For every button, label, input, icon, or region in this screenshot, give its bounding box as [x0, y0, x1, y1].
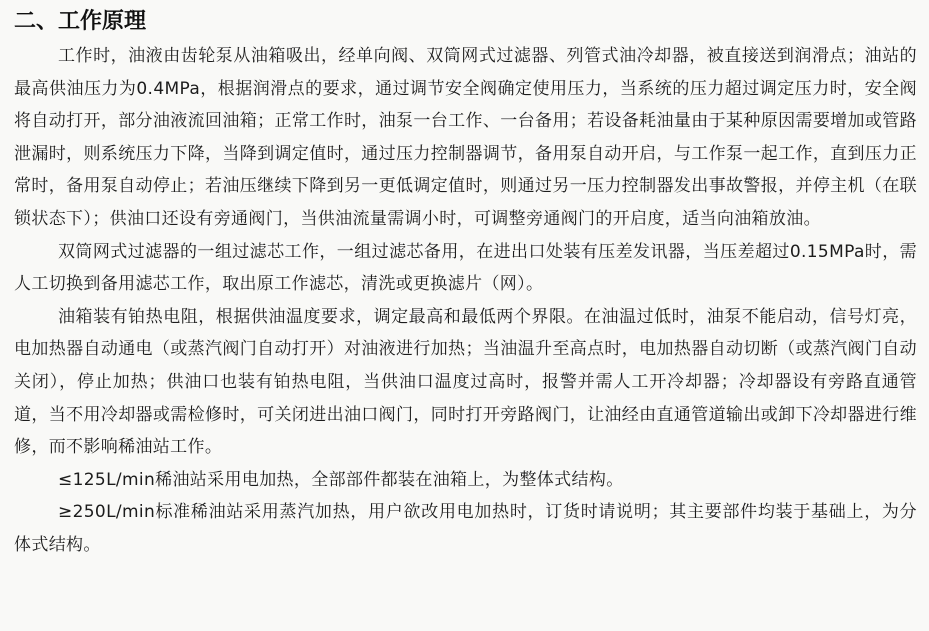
paragraph-small-station: ≤125L/min稀油站采用电加热，全部部件都装在油箱上，为整体式结构。: [58, 469, 624, 490]
paragraph-working-process: 工作时，油液由齿轮泵从油箱吸出，经单向阀、双筒网式过滤器、列管式油冷却器，被直接送到润滑点；油站的最高供油压力为0.4MPa，根据润滑点的要求，通过调节安全阀确定使用压力，当系统的压力超过调定压力时，安全阀将自动打开，部分油液流回油箱；正常工作时，油泵一台工作、一台备用；若设备耗油量由于某种原因需要增加或管路泄漏时，则系统压力下降，当降到调定值时，通过压力控制器调节，备用泵自动开启，与工作泵一起工作，直到压力正常时，备用泵自动停止；若油压继续下降到另一更低调定值时，则通过另一压力控制器发出事故警报，并停主机（在联锁状态下）；供油口还设有旁通阀门，当供油流量需调小时，可调整旁通阀门的开启度，适当向油箱放油。: [14, 46, 917, 229]
section-heading: 二、工作原理: [14, 9, 147, 34]
paragraph-heating-cooling: 油箱装有铂热电阻，根据供油温度要求，调定最高和最低两个界限。在油温过低时，油泵不能启动，信号灯亮，电加热器自动通电（或蒸汽阀门自动打开）对油液进行加热；当油温升至高点时，电加热器自动切断（或蒸汽阀门自动关闭），停止加热；供油口也装有铂热电阻，当供油口温度过高时，报警并需人工开冷却器；冷却器设有旁路直通管道，当不用冷却器或需检修时，可关闭进出油口阀门，同时打开旁路阀门，让油经由直通管道输出或卸下冷却器进行维修，而不影响稀油站工作。: [14, 306, 917, 458]
paragraph-filter: 双筒网式过滤器的一组过滤芯工作，一组过滤芯备用，在进出口处装有压差发讯器，当压差超过0.15MPa时，需人工切换到备用滤芯工作，取出原工作滤芯，清洗或更换滤片（网）。: [14, 241, 917, 295]
paragraph-standard-station: ≥250L/min标准稀油站采用蒸汽加热，用户欲改用电加热时，订货时请说明；其主要部件均装于基础上，为分体式结构。: [14, 502, 917, 555]
